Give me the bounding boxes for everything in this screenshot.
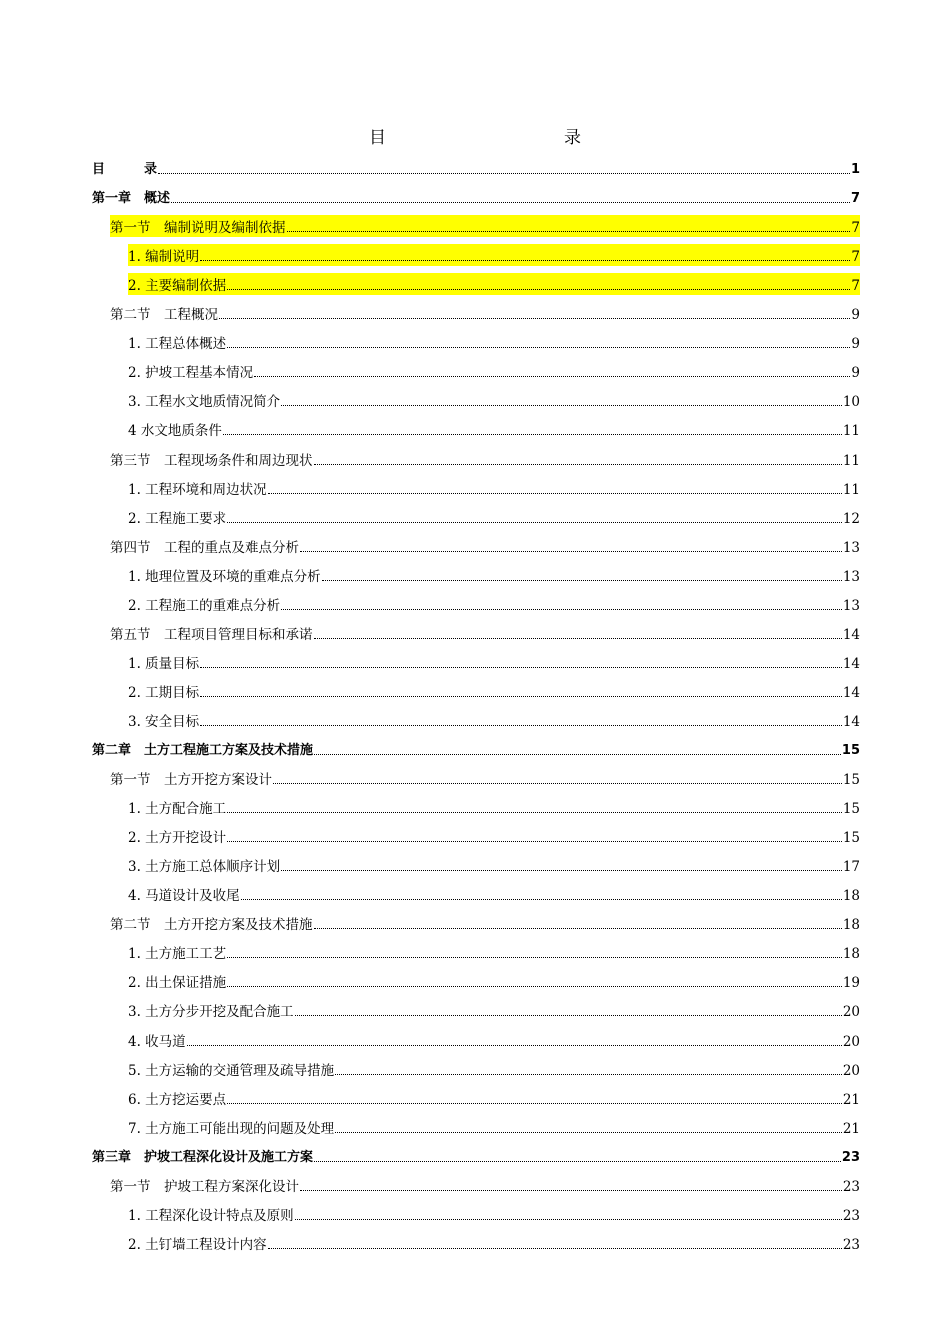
- toc-section-entry[interactable]: [110, 767, 860, 789]
- toc-entry-label: 第三节 工程现场条件和周边现状: [110, 453, 313, 469]
- toc-page-number: 18: [842, 888, 860, 904]
- toc-entry-label: 1. 质量目标: [128, 656, 200, 672]
- toc-subsection-entry[interactable]: [128, 564, 860, 586]
- toc-page-number: 11: [842, 453, 860, 469]
- toc-page-number: 9: [851, 336, 860, 352]
- toc-subsection-entry[interactable]: [128, 854, 860, 876]
- toc-leader-dots: [227, 957, 842, 958]
- toc-entry-label: 第二节 土方开挖方案及技术措施: [110, 917, 313, 933]
- toc-page-number: 23: [842, 1179, 860, 1195]
- toc-chapter-entry[interactable]: [92, 157, 860, 179]
- toc-entry-label: 7. 土方施工可能出现的问题及处理: [128, 1121, 335, 1137]
- toc-entry-label: 第四节 工程的重点及难点分析: [110, 540, 299, 556]
- toc-entry-label: 第二章 土方工程施工方案及技术措施: [92, 743, 314, 758]
- toc-page-number: 21: [842, 1121, 860, 1137]
- toc-entry-label: 第二节 工程概况: [110, 307, 218, 323]
- toc-subsection-entry[interactable]: [128, 709, 860, 731]
- toc-entry-label: 2. 土钉墙工程设计内容: [128, 1237, 267, 1253]
- toc-subsection-entry[interactable]: [128, 883, 860, 905]
- toc-page-number: 18: [842, 946, 860, 962]
- toc-subsection-entry[interactable]: [128, 680, 860, 702]
- toc-entry-label: 第一章 概述: [92, 191, 171, 206]
- toc-leader-dots: [227, 289, 850, 290]
- toc-entry-label: 2. 工期目标: [128, 685, 200, 701]
- toc-page-number: 11: [842, 482, 860, 498]
- toc-entry-label: 1. 土方施工工艺: [128, 946, 227, 962]
- toc-leader-dots: [227, 841, 842, 842]
- toc-page-number: 1: [850, 162, 860, 177]
- toc-entry-label: 3. 土方施工总体顺序计划: [128, 859, 281, 875]
- toc-leader-dots: [227, 347, 850, 348]
- toc-leader-dots: [322, 580, 842, 581]
- toc-leader-dots: [187, 1045, 842, 1046]
- toc-page-number: 20: [842, 1063, 860, 1079]
- toc-subsection-entry[interactable]: [128, 1029, 860, 1051]
- toc-page-number: 11: [842, 423, 860, 439]
- toc-subsection-entry[interactable]: [128, 1232, 860, 1254]
- toc-section-entry[interactable]: [110, 448, 860, 470]
- toc-entry-label: 1. 工程深化设计特点及原则: [128, 1208, 294, 1224]
- toc-entry-label: 目 录: [92, 162, 158, 177]
- toc-entry-label: 1. 土方配合施工: [128, 801, 227, 817]
- toc-subsection-entry[interactable]: [128, 970, 860, 992]
- toc-section-entry[interactable]: [110, 302, 860, 324]
- toc-entry-label: 2. 工程施工的重难点分析: [128, 598, 281, 614]
- toc-leader-dots: [227, 1103, 842, 1104]
- toc-section-entry[interactable]: [110, 622, 860, 644]
- toc-subsection-entry[interactable]: [128, 418, 860, 440]
- toc-leader-dots: [268, 493, 842, 494]
- toc-subsection-entry[interactable]: [128, 1087, 860, 1109]
- toc-page-number: 20: [842, 1004, 860, 1020]
- toc-leader-dots: [281, 870, 842, 871]
- toc-leader-dots: [335, 1074, 842, 1075]
- toc-chapter-entry[interactable]: [92, 1145, 860, 1167]
- toc-entry-label: 4 水文地质条件: [128, 423, 222, 439]
- toc-leader-dots: [314, 928, 842, 929]
- toc-subsection-entry[interactable]: [128, 999, 860, 1021]
- toc-entry-label: 2. 土方开挖设计: [128, 830, 227, 846]
- toc-page-number: 23: [841, 1150, 860, 1165]
- toc-leader-dots: [314, 464, 842, 465]
- toc-leader-dots: [300, 551, 842, 552]
- toc-subsection-entry[interactable]: [128, 389, 860, 411]
- toc-page-number: 18: [842, 917, 860, 933]
- toc-page-number: 15: [841, 743, 860, 758]
- toc-leader-dots: [254, 376, 850, 377]
- toc-page-number: 14: [842, 656, 860, 672]
- toc-entry-label: 3. 工程水文地质情况简介: [128, 394, 281, 410]
- toc-entry-label: 5. 土方运输的交通管理及疏导措施: [128, 1063, 335, 1079]
- toc-leader-dots: [314, 754, 841, 755]
- toc-leader-dots: [227, 522, 842, 523]
- toc-chapter-entry[interactable]: [92, 186, 860, 208]
- toc-leader-dots: [219, 318, 850, 319]
- toc-entry-label: 2. 出土保证措施: [128, 975, 227, 991]
- toc-page-number: 13: [842, 598, 860, 614]
- toc-page-number: 9: [851, 365, 860, 381]
- toc-page-number: 20: [842, 1034, 860, 1050]
- toc-entry-label: 2. 护坡工程基本情况: [128, 365, 254, 381]
- toc-leader-dots: [200, 696, 842, 697]
- toc-page-number: 15: [842, 772, 860, 788]
- toc-page-number: 23: [842, 1237, 860, 1253]
- toc-page-number: 9: [851, 307, 860, 323]
- toc-leader-dots: [314, 638, 842, 639]
- toc-leader-dots: [223, 434, 842, 435]
- toc-page-number: 14: [842, 627, 860, 643]
- toc-leader-dots: [171, 202, 850, 203]
- toc-section-entry[interactable]: [110, 1174, 860, 1196]
- toc-leader-dots: [227, 812, 842, 813]
- toc-subsection-entry[interactable]: [128, 825, 860, 847]
- toc-entry-label: 第一节 土方开挖方案设计: [110, 772, 272, 788]
- toc-leader-dots: [200, 260, 850, 261]
- toc-leader-dots: [200, 667, 842, 668]
- toc-leader-dots: [273, 783, 842, 784]
- toc-page-number: 23: [842, 1208, 860, 1224]
- toc-page-number: 7: [851, 278, 860, 294]
- toc-subsection-entry[interactable]: [128, 1203, 860, 1225]
- toc-subsection-entry[interactable]: [128, 796, 860, 818]
- toc-subsection-entry[interactable]: [128, 477, 860, 499]
- toc-page-number: 7: [851, 249, 860, 265]
- toc-entry-label: 1. 工程环境和周边状况: [128, 482, 267, 498]
- toc-entry-label: 1. 地理位置及环境的重难点分析: [128, 569, 321, 585]
- toc-leader-dots: [241, 899, 842, 900]
- toc-leader-dots: [227, 986, 842, 987]
- toc-page-number: 7: [851, 220, 860, 236]
- toc-page-number: 15: [842, 801, 860, 817]
- toc-entry-label: 第一节 编制说明及编制依据: [110, 220, 286, 236]
- toc-entry-label: 第一节 护坡工程方案深化设计: [110, 1179, 299, 1195]
- toc-leader-dots: [200, 725, 842, 726]
- toc-page-number: 10: [842, 394, 860, 410]
- toc-subsection-entry[interactable]: [128, 360, 860, 382]
- toc-page-number: 17: [842, 859, 860, 875]
- toc-subsection-entry[interactable]: [128, 1058, 860, 1080]
- toc-subsection-entry[interactable]: [128, 273, 860, 295]
- toc-entry-label: 第三章 护坡工程深化设计及施工方案: [92, 1150, 314, 1165]
- toc-leader-dots: [300, 1190, 842, 1191]
- toc-entry-label: 1. 工程总体概述: [128, 336, 227, 352]
- toc-leader-dots: [295, 1219, 842, 1220]
- toc-leader-dots: [295, 1015, 842, 1016]
- toc-entry-label: 4. 收马道: [128, 1034, 186, 1050]
- toc-page-number: 13: [842, 569, 860, 585]
- toc-entry-label: 2. 工程施工要求: [128, 511, 227, 527]
- toc-leader-dots: [158, 173, 850, 174]
- toc-section-entry[interactable]: [110, 215, 860, 237]
- toc-leader-dots: [268, 1248, 842, 1249]
- toc-subsection-entry[interactable]: [128, 1116, 860, 1138]
- toc-page-number: 21: [842, 1092, 860, 1108]
- toc-subsection-entry[interactable]: [128, 331, 860, 353]
- toc-page-number: 14: [842, 685, 860, 701]
- toc-leader-dots: [335, 1132, 842, 1133]
- toc-entry-label: 3. 土方分步开挖及配合施工: [128, 1004, 294, 1020]
- toc-subsection-entry[interactable]: [128, 244, 860, 266]
- toc-section-entry[interactable]: [110, 535, 860, 557]
- page-title: 目 录: [369, 128, 629, 148]
- toc-section-entry[interactable]: [110, 912, 860, 934]
- toc-leader-dots: [314, 1161, 841, 1162]
- toc-subsection-entry[interactable]: [128, 651, 860, 673]
- toc-entry-label: 第五节 工程项目管理目标和承诺: [110, 627, 313, 643]
- toc-page-number: 15: [842, 830, 860, 846]
- toc-page-number: 7: [850, 191, 860, 206]
- toc-page-number: 13: [842, 540, 860, 556]
- toc-subsection-entry[interactable]: [128, 941, 860, 963]
- toc-entry-label: 4. 马道设计及收尾: [128, 888, 240, 904]
- toc-page-number: 19: [842, 975, 860, 991]
- toc-chapter-entry[interactable]: [92, 738, 860, 760]
- toc-entry-label: 6. 土方挖运要点: [128, 1092, 227, 1108]
- toc-leader-dots: [281, 405, 842, 406]
- toc-entry-label: 1. 编制说明: [128, 249, 200, 265]
- toc-page-number: 14: [842, 714, 860, 730]
- toc-leader-dots: [287, 231, 851, 232]
- toc-subsection-entry[interactable]: [128, 593, 860, 615]
- toc-entry-label: 3. 安全目标: [128, 714, 200, 730]
- toc-entry-label: 2. 主要编制依据: [128, 278, 227, 294]
- toc-leader-dots: [281, 609, 842, 610]
- toc-subsection-entry[interactable]: [128, 506, 860, 528]
- toc-page-number: 12: [842, 511, 860, 527]
